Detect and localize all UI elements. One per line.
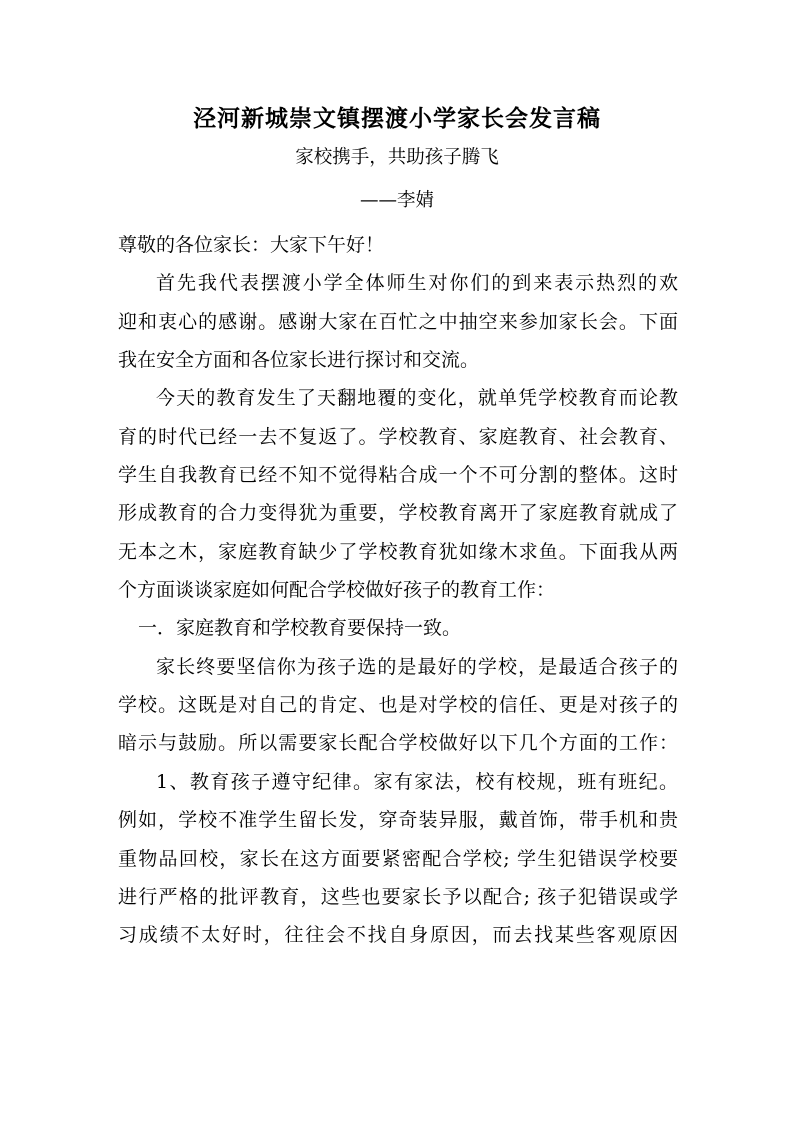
document-subtitle: 家校携手，共助孩子腾飞	[295, 147, 499, 168]
body-line: 迎和衷心的感谢。感谢大家在百忙之中抽空来参加家长会。下面	[118, 310, 678, 333]
document-body	[118, 226, 678, 955]
body-line: 学校。这既是对自己的肯定、也是对学校的信任、更是对孩子的	[118, 694, 678, 717]
body-line: 重物品回校，家长在这方面要紧密配合学校; 学生犯错误学校要	[118, 847, 678, 870]
body-line: 家长终要坚信你为孩子选的是最好的学校，是最适合孩子的	[156, 655, 678, 678]
body-line: 1、教育孩子遵守纪律。家有家法，校有校规，班有班纪。	[156, 770, 678, 793]
body-line: 例如，学校不准学生留长发，穿奇装异服，戴首饰，带手机和贵	[118, 809, 678, 832]
document-author: ——李婧	[359, 190, 434, 211]
body-line: 今天的教育发生了天翻地覆的变化，就单凭学校教育而论教	[156, 387, 678, 410]
body-line: 形成教育的合力变得犹为重要，学校教育离开了家庭教育就成了	[118, 502, 678, 525]
body-line: 我在安全方面和各位家长进行探讨和交流。	[118, 349, 480, 372]
body-line: 首先我代表摆渡小学全体师生对你们的到来表示热烈的欢	[156, 272, 678, 295]
section-heading: 一．家庭教育和学校教育要保持一致。	[138, 617, 462, 640]
salutation-line: 尊敬的各位家长：大家下午好！	[118, 234, 385, 256]
body-line: 学生自我教育已经不知不觉得粘合成一个不可分割的整体。这时	[118, 464, 678, 487]
body-line: 个方面谈谈家庭如何配合学校做好孩子的教育工作：	[118, 579, 556, 602]
document-title: 泾河新城崇文镇摆渡小学家长会发言稿	[193, 105, 601, 132]
body-line: 育的时代已经一去不复返了。学校教育、家庭教育、社会教育、	[118, 425, 678, 448]
body-line: 无本之木，家庭教育缺少了学校教育犹如缘木求鱼。下面我从两	[118, 540, 678, 563]
body-line: 暗示与鼓励。所以需要家长配合学校做好以下几个方面的工作：	[118, 732, 678, 755]
body-line: 进行严格的批评教育，这些也要家长予以配合; 孩子犯错误或学	[118, 885, 678, 908]
body-line: 习成绩不太好时，往往会不找自身原因，而去找某些客观原因	[118, 924, 678, 947]
